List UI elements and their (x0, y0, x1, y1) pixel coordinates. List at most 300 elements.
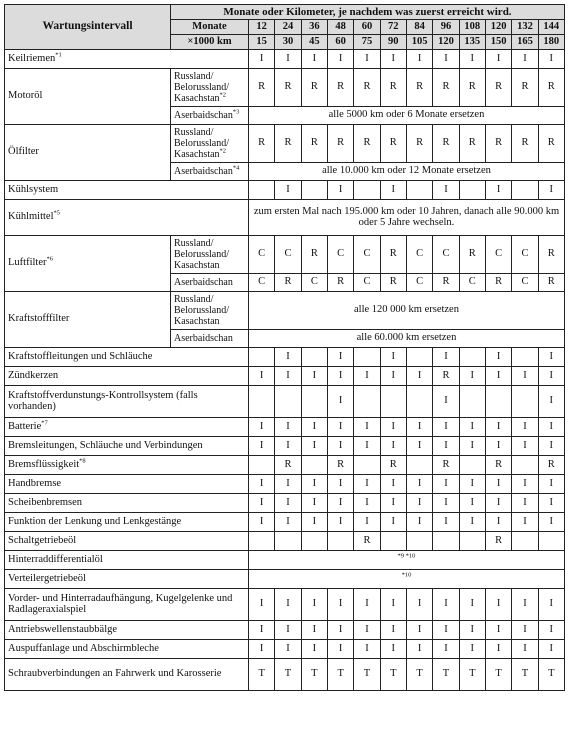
region-label (171, 162, 249, 180)
item-name-text: Vorder- und Hinterradaufhängung, Kugelgelenke und Radlageraxialspiel (8, 592, 233, 616)
schedule-cell: I (249, 512, 275, 531)
schedule-cell (512, 455, 538, 474)
month-36: 36 (301, 20, 327, 35)
schedule-cell (406, 455, 432, 474)
item-name (5, 474, 249, 493)
item-name (5, 235, 171, 291)
schedule-cell: I (275, 49, 301, 68)
schedule-cell: I (538, 385, 564, 417)
schedule-cell (512, 531, 538, 550)
schedule-cell: R (275, 68, 301, 106)
schedule-cell: R (433, 68, 459, 106)
schedule-cell: R (406, 68, 432, 106)
schedule-cell: R (485, 124, 511, 162)
item-name (5, 366, 249, 385)
table-row (5, 417, 565, 436)
schedule-cell: T (380, 658, 406, 690)
schedule-cell (459, 531, 485, 550)
item-name-text: Kraftstoffleitungen und Schläuche (8, 350, 153, 362)
item-name-text: Antriebswellenstaubbälge (8, 623, 118, 635)
item-name (5, 620, 249, 639)
table-row (5, 620, 565, 639)
schedule-cell: R (512, 68, 538, 106)
schedule-cell: I (459, 436, 485, 455)
schedule-cell: I (275, 493, 301, 512)
region-label-text: Aserbaidschan (174, 332, 233, 344)
km-label: ×1000 km (171, 35, 249, 50)
item-name (5, 658, 249, 690)
schedule-cell: I (433, 493, 459, 512)
schedule-cell (512, 347, 538, 366)
schedule-cell: I (380, 436, 406, 455)
region-label-text: Aserbaidschan (174, 165, 233, 177)
schedule-cell: I (459, 512, 485, 531)
schedule-cell: C (354, 235, 380, 273)
schedule-cell: C (459, 273, 485, 291)
schedule-cell: R (459, 68, 485, 106)
schedule-cell: I (354, 49, 380, 68)
schedule-cell: R (433, 455, 459, 474)
schedule-cell: I (327, 512, 353, 531)
schedule-cell: R (459, 235, 485, 273)
schedule-cell: I (485, 512, 511, 531)
item-name (5, 569, 249, 588)
schedule-cell: I (249, 639, 275, 658)
region-label-footnote: *2 (219, 147, 227, 155)
schedule-cell: C (327, 235, 353, 273)
table-row (5, 366, 565, 385)
schedule-cell: I (327, 366, 353, 385)
schedule-cell: R (354, 124, 380, 162)
month-132: 132 (512, 20, 538, 35)
item-name-text: Bremsleitungen, Schläuche und Verbindungen (8, 439, 203, 451)
schedule-cell: I (512, 512, 538, 531)
table-row (5, 658, 565, 690)
schedule-cell (459, 180, 485, 199)
region-label (171, 124, 249, 162)
interval-note-footnote: *10 (401, 571, 412, 579)
table-row (5, 385, 565, 417)
schedule-cell: R (301, 235, 327, 273)
schedule-cell (406, 531, 432, 550)
schedule-cell: T (249, 658, 275, 690)
region-label-text: Russland/ Belorussland/ Kasachstan (174, 293, 229, 327)
schedule-cell: I (459, 588, 485, 620)
schedule-cell: R (327, 455, 353, 474)
schedule-cell: I (406, 512, 432, 531)
schedule-cell: I (459, 49, 485, 68)
item-name (5, 49, 249, 68)
schedule-cell: I (327, 474, 353, 493)
schedule-cell (354, 455, 380, 474)
schedule-cell: R (354, 68, 380, 106)
schedule-cell (301, 347, 327, 366)
schedule-cell: I (406, 639, 432, 658)
schedule-cell: I (354, 639, 380, 658)
schedule-cell: I (249, 474, 275, 493)
schedule-cell: I (380, 347, 406, 366)
table-row (5, 493, 565, 512)
schedule-cell: I (538, 474, 564, 493)
schedule-cell: I (275, 474, 301, 493)
km-30: 30 (275, 35, 301, 50)
item-name-text: Bremsflüssigkeit (8, 458, 80, 470)
schedule-cell: C (249, 273, 275, 291)
schedule-cell (301, 385, 327, 417)
month-96: 96 (433, 20, 459, 35)
schedule-cell: I (433, 588, 459, 620)
item-name-text: Hinterraddifferentialöl (8, 553, 103, 565)
schedule-cell: I (485, 366, 511, 385)
schedule-cell (406, 180, 432, 199)
schedule-cell: I (485, 474, 511, 493)
table-row (5, 474, 565, 493)
schedule-cell: C (406, 235, 432, 273)
km-60: 60 (327, 35, 353, 50)
schedule-cell: I (275, 620, 301, 639)
schedule-cell: I (354, 620, 380, 639)
schedule-cell: I (354, 588, 380, 620)
item-name (5, 531, 249, 550)
region-label (171, 273, 249, 291)
item-name (5, 512, 249, 531)
schedule-cell: T (275, 658, 301, 690)
schedule-cell: I (485, 639, 511, 658)
region-label-footnote: *3 (232, 108, 240, 116)
item-name-text: Zündkerzen (8, 369, 59, 381)
schedule-cell: I (406, 493, 432, 512)
schedule-cell: R (538, 124, 564, 162)
table-row (5, 180, 565, 199)
region-label-footnote: *2 (219, 91, 227, 99)
interval-note (249, 199, 565, 235)
schedule-cell: R (249, 68, 275, 106)
schedule-cell: I (433, 620, 459, 639)
header-row-main (5, 5, 565, 20)
item-name (5, 550, 249, 569)
schedule-cell: I (249, 417, 275, 436)
schedule-cell: I (275, 347, 301, 366)
schedule-cell: I (512, 417, 538, 436)
schedule-cell (249, 180, 275, 199)
item-name-text: Ölfilter (8, 146, 39, 158)
schedule-cell: I (406, 366, 432, 385)
km-45: 45 (301, 35, 327, 50)
schedule-cell: I (301, 49, 327, 68)
schedule-cell: R (380, 235, 406, 273)
month-24: 24 (275, 20, 301, 35)
table-row (5, 68, 565, 106)
schedule-cell (275, 531, 301, 550)
item-name-text: Verteilergetriebeöl (8, 572, 86, 584)
schedule-cell: I (538, 436, 564, 455)
schedule-cell: R (327, 124, 353, 162)
month-12: 12 (249, 20, 275, 35)
schedule-cell: I (327, 347, 353, 366)
schedule-cell: R (485, 455, 511, 474)
schedule-cell: I (512, 436, 538, 455)
schedule-cell: I (380, 417, 406, 436)
schedule-cell: I (327, 639, 353, 658)
schedule-cell: I (485, 49, 511, 68)
schedule-cell (406, 347, 432, 366)
item-name (5, 347, 249, 366)
item-name-footnote: *6 (46, 255, 53, 263)
schedule-cell: R (433, 366, 459, 385)
schedule-cell: I (327, 180, 353, 199)
schedule-cell: T (301, 658, 327, 690)
schedule-cell: I (275, 512, 301, 531)
schedule-cell: R (327, 273, 353, 291)
schedule-cell: I (380, 49, 406, 68)
schedule-cell: I (249, 493, 275, 512)
item-name-text: Funktion der Lenkung und Lenkgestänge (8, 515, 182, 527)
schedule-cell: R (380, 273, 406, 291)
region-label (171, 329, 249, 347)
schedule-cell (354, 180, 380, 199)
table-row (5, 124, 565, 162)
item-name-footnote: *1 (55, 51, 62, 59)
schedule-cell: I (406, 620, 432, 639)
schedule-cell: I (301, 588, 327, 620)
schedule-cell: I (538, 180, 564, 199)
schedule-cell: I (538, 347, 564, 366)
schedule-cell: I (485, 417, 511, 436)
schedule-cell: R (459, 124, 485, 162)
schedule-cell: R (301, 124, 327, 162)
schedule-cell (433, 531, 459, 550)
interval-note-footnote: *9 *10 (397, 552, 416, 560)
schedule-body (5, 49, 565, 690)
schedule-cell: I (406, 49, 432, 68)
schedule-cell (380, 531, 406, 550)
region-label (171, 68, 249, 106)
region-label (171, 291, 249, 329)
month-144: 144 (538, 20, 564, 35)
region-label (171, 235, 249, 273)
schedule-cell: I (406, 436, 432, 455)
schedule-cell: I (275, 180, 301, 199)
table-row (5, 531, 565, 550)
month-60: 60 (354, 20, 380, 35)
km-150: 150 (485, 35, 511, 50)
region-label-text: Russland/ Belorussland/ Kasachstan (174, 237, 229, 271)
schedule-cell: C (512, 235, 538, 273)
schedule-cell: I (512, 493, 538, 512)
schedule-cell: I (433, 180, 459, 199)
schedule-cell: I (380, 588, 406, 620)
schedule-cell: I (485, 180, 511, 199)
schedule-cell: I (433, 436, 459, 455)
schedule-cell: T (485, 658, 511, 690)
schedule-cell (459, 385, 485, 417)
schedule-cell: I (512, 49, 538, 68)
item-name-text: Kraftstofffilter (8, 313, 70, 325)
month-84: 84 (406, 20, 432, 35)
schedule-cell: I (406, 474, 432, 493)
km-75: 75 (354, 35, 380, 50)
schedule-cell: I (275, 366, 301, 385)
schedule-cell (301, 531, 327, 550)
schedule-cell: I (301, 620, 327, 639)
km-105: 105 (406, 35, 432, 50)
schedule-cell: I (538, 417, 564, 436)
schedule-cell: R (485, 531, 511, 550)
schedule-cell: I (275, 639, 301, 658)
item-name (5, 199, 249, 235)
schedule-cell: I (538, 512, 564, 531)
schedule-cell: R (512, 124, 538, 162)
km-120: 120 (433, 35, 459, 50)
schedule-cell: I (485, 347, 511, 366)
schedule-cell: I (380, 493, 406, 512)
item-name (5, 588, 249, 620)
schedule-cell: R (275, 124, 301, 162)
schedule-cell: I (249, 620, 275, 639)
schedule-cell: T (354, 658, 380, 690)
schedule-cell: I (538, 493, 564, 512)
schedule-cell: I (327, 493, 353, 512)
schedule-cell: I (249, 49, 275, 68)
item-name-text: Batterie (8, 420, 42, 432)
item-name-footnote: *5 (53, 209, 60, 217)
schedule-cell (538, 531, 564, 550)
km-165: 165 (512, 35, 538, 50)
schedule-cell: I (354, 512, 380, 531)
schedule-cell (459, 347, 485, 366)
interval-note: alle 5000 km oder 6 Monate ersetzen (249, 106, 565, 124)
schedule-cell (301, 455, 327, 474)
schedule-cell: I (301, 474, 327, 493)
schedule-cell: I (433, 512, 459, 531)
schedule-cell: I (433, 474, 459, 493)
schedule-cell: I (485, 436, 511, 455)
schedule-cell (354, 385, 380, 417)
schedule-cell: I (249, 436, 275, 455)
schedule-cell: I (433, 347, 459, 366)
km-135: 135 (459, 35, 485, 50)
schedule-cell: I (327, 588, 353, 620)
schedule-cell: R (354, 531, 380, 550)
schedule-cell: C (512, 273, 538, 291)
schedule-cell: T (459, 658, 485, 690)
schedule-cell: C (275, 235, 301, 273)
schedule-cell: I (380, 180, 406, 199)
schedule-cell: I (301, 512, 327, 531)
schedule-cell (249, 347, 275, 366)
schedule-cell: I (538, 49, 564, 68)
schedule-cell: I (459, 417, 485, 436)
schedule-cell: R (433, 124, 459, 162)
schedule-cell: I (327, 620, 353, 639)
km-180: 180 (538, 35, 564, 50)
schedule-cell: I (512, 366, 538, 385)
region-label-text: Russland/ Belorussland/ Kasachstan (174, 126, 229, 160)
interval-note (249, 569, 565, 588)
schedule-cell (380, 385, 406, 417)
schedule-cell: R (406, 124, 432, 162)
schedule-cell: I (512, 639, 538, 658)
schedule-cell: T (538, 658, 564, 690)
schedule-cell (459, 455, 485, 474)
schedule-cell: I (354, 493, 380, 512)
schedule-cell: R (485, 68, 511, 106)
item-name-text: Kühlsystem (8, 183, 59, 195)
schedule-cell: R (538, 68, 564, 106)
item-name (5, 68, 171, 124)
schedule-cell: C (433, 235, 459, 273)
schedule-cell: I (433, 417, 459, 436)
schedule-cell: R (380, 68, 406, 106)
item-name-text: Auspuffanlage und Abschirmbleche (8, 642, 159, 654)
km-90: 90 (380, 35, 406, 50)
schedule-cell (301, 180, 327, 199)
schedule-cell: I (249, 588, 275, 620)
schedule-cell: I (485, 588, 511, 620)
item-name (5, 385, 249, 417)
interval-note: alle 60.000 km ersetzen (249, 329, 565, 347)
schedule-cell: I (538, 588, 564, 620)
schedule-cell: I (301, 436, 327, 455)
item-name-text: Keilriemen (8, 52, 56, 64)
schedule-cell (512, 180, 538, 199)
schedule-cell (406, 385, 432, 417)
schedule-cell (327, 531, 353, 550)
item-name-text: Kraftstoffverdunstungs-Kontrollsystem (falls vorhanden) (8, 389, 198, 413)
month-120: 120 (485, 20, 511, 35)
schedule-cell: I (459, 474, 485, 493)
interval-main-heading: Monate oder Kilometer, je nachdem was zuerst erreicht wird. (171, 5, 565, 20)
table-row (5, 199, 565, 235)
schedule-cell: I (538, 620, 564, 639)
item-name-footnote: *7 (41, 419, 48, 427)
schedule-cell (485, 385, 511, 417)
schedule-cell (249, 531, 275, 550)
schedule-cell (249, 385, 275, 417)
item-name-text: Schaltgetriebeöl (8, 534, 77, 546)
schedule-cell: R (249, 124, 275, 162)
region-label-text: Aserbaidschan (174, 109, 233, 121)
schedule-cell: I (459, 620, 485, 639)
schedule-cell: I (354, 474, 380, 493)
schedule-cell: I (380, 512, 406, 531)
schedule-cell: R (275, 455, 301, 474)
region-label-text: Aserbaidschan (174, 276, 233, 288)
schedule-cell: R (327, 68, 353, 106)
interval-note: alle 120 000 km ersetzen (249, 291, 565, 329)
schedule-cell: R (538, 273, 564, 291)
schedule-cell: I (327, 385, 353, 417)
item-name (5, 493, 249, 512)
table-row (5, 455, 565, 474)
table-row (5, 569, 565, 588)
schedule-cell: C (301, 273, 327, 291)
schedule-cell: I (512, 620, 538, 639)
schedule-cell: R (275, 273, 301, 291)
month-72: 72 (380, 20, 406, 35)
interval-title: Wartungsintervall (5, 5, 171, 50)
schedule-cell: I (301, 639, 327, 658)
item-name-text: Kühlmittel (8, 211, 54, 223)
schedule-cell: I (301, 366, 327, 385)
item-name (5, 417, 249, 436)
item-name (5, 639, 249, 658)
schedule-cell: I (354, 436, 380, 455)
schedule-cell: R (301, 68, 327, 106)
schedule-cell: R (538, 235, 564, 273)
schedule-cell: I (380, 620, 406, 639)
interval-note: alle 10.000 km oder 12 Monate ersetzen (249, 162, 565, 180)
